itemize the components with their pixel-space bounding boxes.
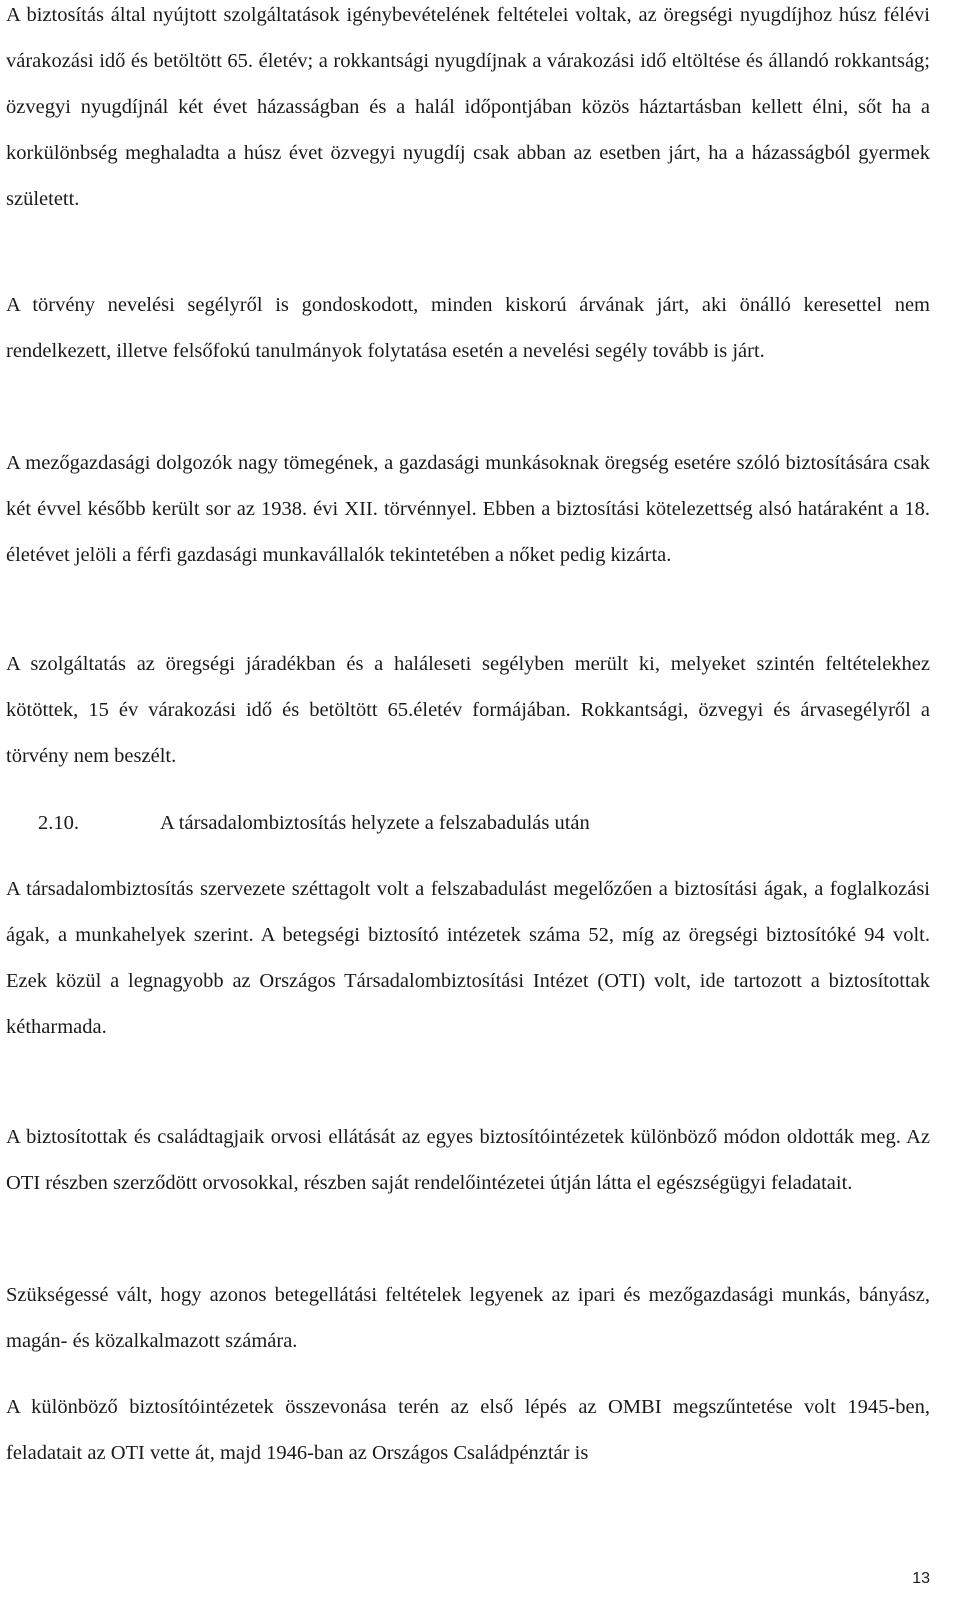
section-heading (38, 800, 590, 846)
paragraph-medical-care: A biztosítottak és családtagjaik orvosi ellátását az egyes biztosítóintézetek különböző módon oldották meg. Az OTI részben szerződött orvosokkal, részben saját rendelőintézetei útján látta el egészségügyi feladatait. (6, 1126, 930, 1194)
paragraph-fragmented-organization: A társadalombiztosítás szervezete széttagolt volt a felszabadulást megelőzően a biztosítási ágak, a foglalkozási ágak, a munkahelyek szerint. A betegségi biztosító intézetek száma 52, míg az öregségi biztosítóké 94 volt. Ezek közül a legnagyobb az Országos Társadalombiztosítási Intézet (OTI) volt, ide tartozott a biztosítottak kétharmada. (6, 878, 930, 1038)
paragraph-old-age-annuity: A szolgáltatás az öregségi járadékban és a haláleseti segélyben merült ki, melyeket szintén feltételekhez kötöttek, 15 év várakozási idő és betöltött 65.életév formájában. Rokkantsági, özvegyi és árvasegélyről a törvény nem beszélt. (6, 653, 930, 767)
paragraph-equal-care: Szükségessé vált, hogy azonos betegellátási feltételek legyenek az ipari és mezőgazdasági munkás, bányász, magán- és közalkalmazott számára. (6, 1284, 930, 1352)
paragraph-pension-conditions: A biztosítás által nyújtott szolgáltatások igénybevételének feltételei voltak, az öregségi nyugdíjhoz húsz félévi várakozási idő és betöltött 65. életév; a rokkantsági nyugdíjnak a várakozási idő eltöltése és állandó rokkantság; özvegyi nyugdíjnál két évet házasságban és a halál időpontjában közös háztartásban kellett élni, sőt ha a korkülönbség meghaladta a húsz évet özvegyi nyugdíj csak abban az esetben járt, ha a házasságból gyermek született. (6, 4, 930, 210)
section-title: A társadalombiztosítás helyzete a felszabadulás után (160, 812, 590, 834)
paragraph-agricultural-workers: A mezőgazdasági dolgozók nagy tömegének, a gazdasági munkásoknak öregség esetére szóló biztosítására csak két évvel később került sor az 1938. évi XII. törvénnyel. Ebben a biztosítási kötelezettség alsó határaként a 18. életévet jelöli a férfi gazdasági munkavállalók tekintetében a nőket pedig kizárta. (6, 452, 930, 566)
paragraph-merger-ombi: A különböző biztosítóintézetek összevonása terén az első lépés az OMBI megszűntetése volt 1945-ben, feladatait az OTI vette át, majd 1946-ban az Országos Családpénztár is (6, 1396, 930, 1464)
section-number: 2.10. (38, 812, 79, 834)
paragraph-education-allowance: A törvény nevelési segélyről is gondoskodott, minden kiskorú árvának járt, aki önálló keresettel nem rendelkezett, illetve felsőfokú tanulmányok folytatása esetén a nevelési segély tovább is járt. (6, 294, 930, 362)
page-number: 13 (912, 1570, 930, 1587)
